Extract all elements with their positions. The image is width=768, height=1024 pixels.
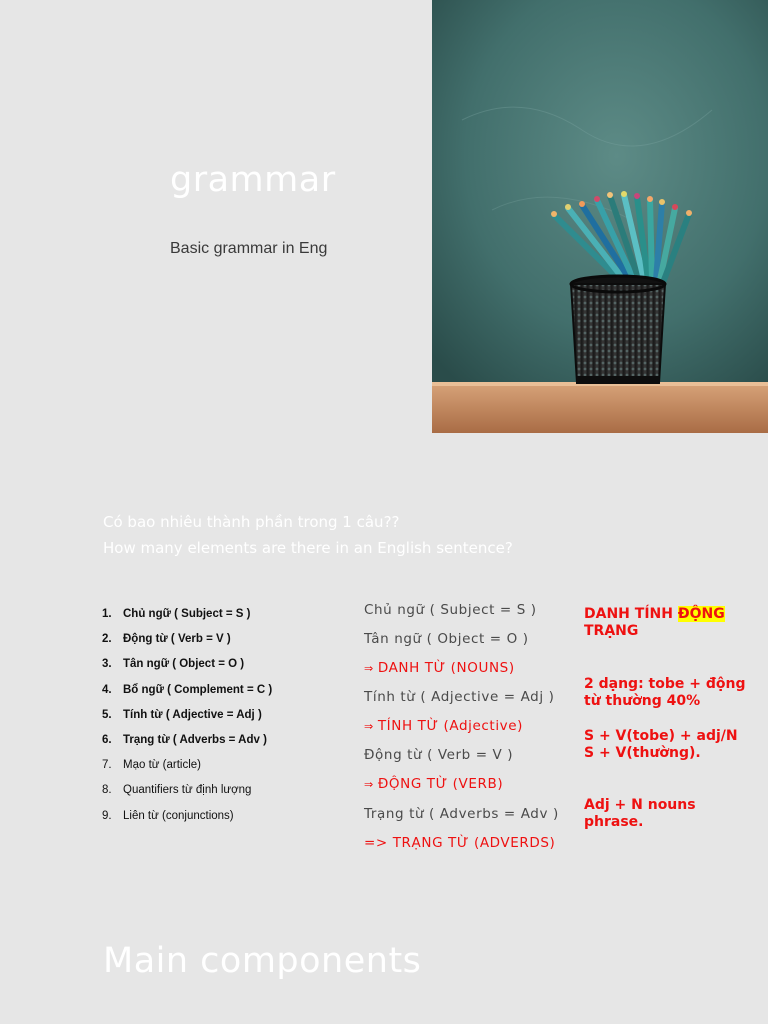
note-text: S + V(tobe) + adj/N — [584, 728, 738, 744]
nouns-label: DANH TỪ (NOUNS) — [377, 660, 515, 676]
list-number: 1. — [102, 608, 112, 620]
list-text: Động từ ( Verb = V ) — [123, 633, 231, 646]
section-heading: Main components — [103, 941, 422, 981]
slide-subtitle: Basic grammar in Eng — [170, 240, 328, 257]
list-item — [102, 759, 272, 784]
list-text: Liên từ (conjunctions) — [123, 809, 234, 822]
list-text: Tính từ ( Adjective = Adj ) — [123, 708, 262, 721]
note-text: DANH TÍNH — [584, 606, 678, 622]
list-item — [102, 658, 272, 683]
list-text: Quantifiers từ định lượng — [123, 784, 252, 797]
chalkboard-image — [432, 0, 768, 433]
slide-title: grammar — [170, 160, 336, 200]
list-item — [102, 608, 272, 633]
list-number: 5. — [102, 708, 112, 721]
list-item — [102, 810, 272, 835]
middle-line-verb-red — [364, 776, 503, 792]
list-number: 2. — [102, 633, 112, 646]
list-text: Mạo từ (article) — [123, 759, 201, 772]
list-number: 6. — [102, 733, 112, 746]
middle-line-subject: Chủ ngữ ( Subject = S ) — [364, 602, 537, 618]
question-vietnamese: Có bao nhiêu thành phần trong 1 câu?? — [103, 513, 400, 531]
verb-label: ĐỘNG TỪ (VERB) — [377, 776, 504, 792]
middle-line-verb: Động từ ( Verb = V ) — [364, 747, 514, 763]
middle-line-nouns — [364, 660, 515, 676]
middle-line-adverb: Trạng từ ( Adverbs = Adv ) — [364, 806, 559, 822]
note-sentence-patterns — [584, 728, 762, 762]
middle-line-adverb-red: => TRẠNG TỪ (ADVERDS) — [364, 835, 556, 851]
arrow-icon: ⇒ — [364, 778, 374, 791]
middle-line-adjective: Tính từ ( Adjective = Adj ) — [364, 689, 555, 705]
list-item — [102, 734, 272, 759]
highlighted-word: ĐỘNG — [677, 606, 725, 622]
note-text: S + V(thường). — [584, 745, 701, 761]
list-number: 4. — [102, 683, 112, 696]
adjective-label: TÍNH TỪ (Adjective) — [377, 718, 524, 734]
note-text: Adj + N nouns — [584, 797, 696, 813]
list-text: Chủ ngữ ( Subject = S ) — [123, 608, 251, 620]
list-number: 7. — [102, 759, 112, 772]
middle-line-adjective-red — [364, 718, 523, 734]
note-text: TRẠNG — [584, 623, 639, 639]
list-text: Trạng từ ( Adverbs = Adv ) — [123, 733, 267, 746]
note-text: phrase. — [584, 814, 644, 830]
note-noun-phrase — [584, 797, 762, 831]
list-item — [102, 633, 272, 658]
list-item — [102, 684, 272, 709]
note-two-forms: 2 dạng: tobe + động từ thường 40% — [584, 676, 746, 709]
list-number: 9. — [102, 809, 112, 822]
note-danh-tinh-dong-trang — [584, 606, 762, 640]
list-text: Bổ ngữ ( Complement = C ) — [123, 683, 273, 696]
question-english: How many elements are there in an English sentence? — [103, 539, 513, 557]
list-item — [102, 784, 272, 809]
sentence-elements-list — [102, 608, 272, 835]
list-item — [102, 709, 272, 734]
list-number: 3. — [102, 658, 112, 671]
middle-line-object: Tân ngữ ( Object = O ) — [364, 631, 529, 647]
list-text: Tân ngữ ( Object = O ) — [123, 658, 245, 671]
list-number: 8. — [102, 784, 112, 797]
pencil-cup-photo — [432, 0, 768, 433]
arrow-icon: ⇒ — [364, 662, 374, 675]
arrow-icon: ⇒ — [364, 720, 374, 733]
